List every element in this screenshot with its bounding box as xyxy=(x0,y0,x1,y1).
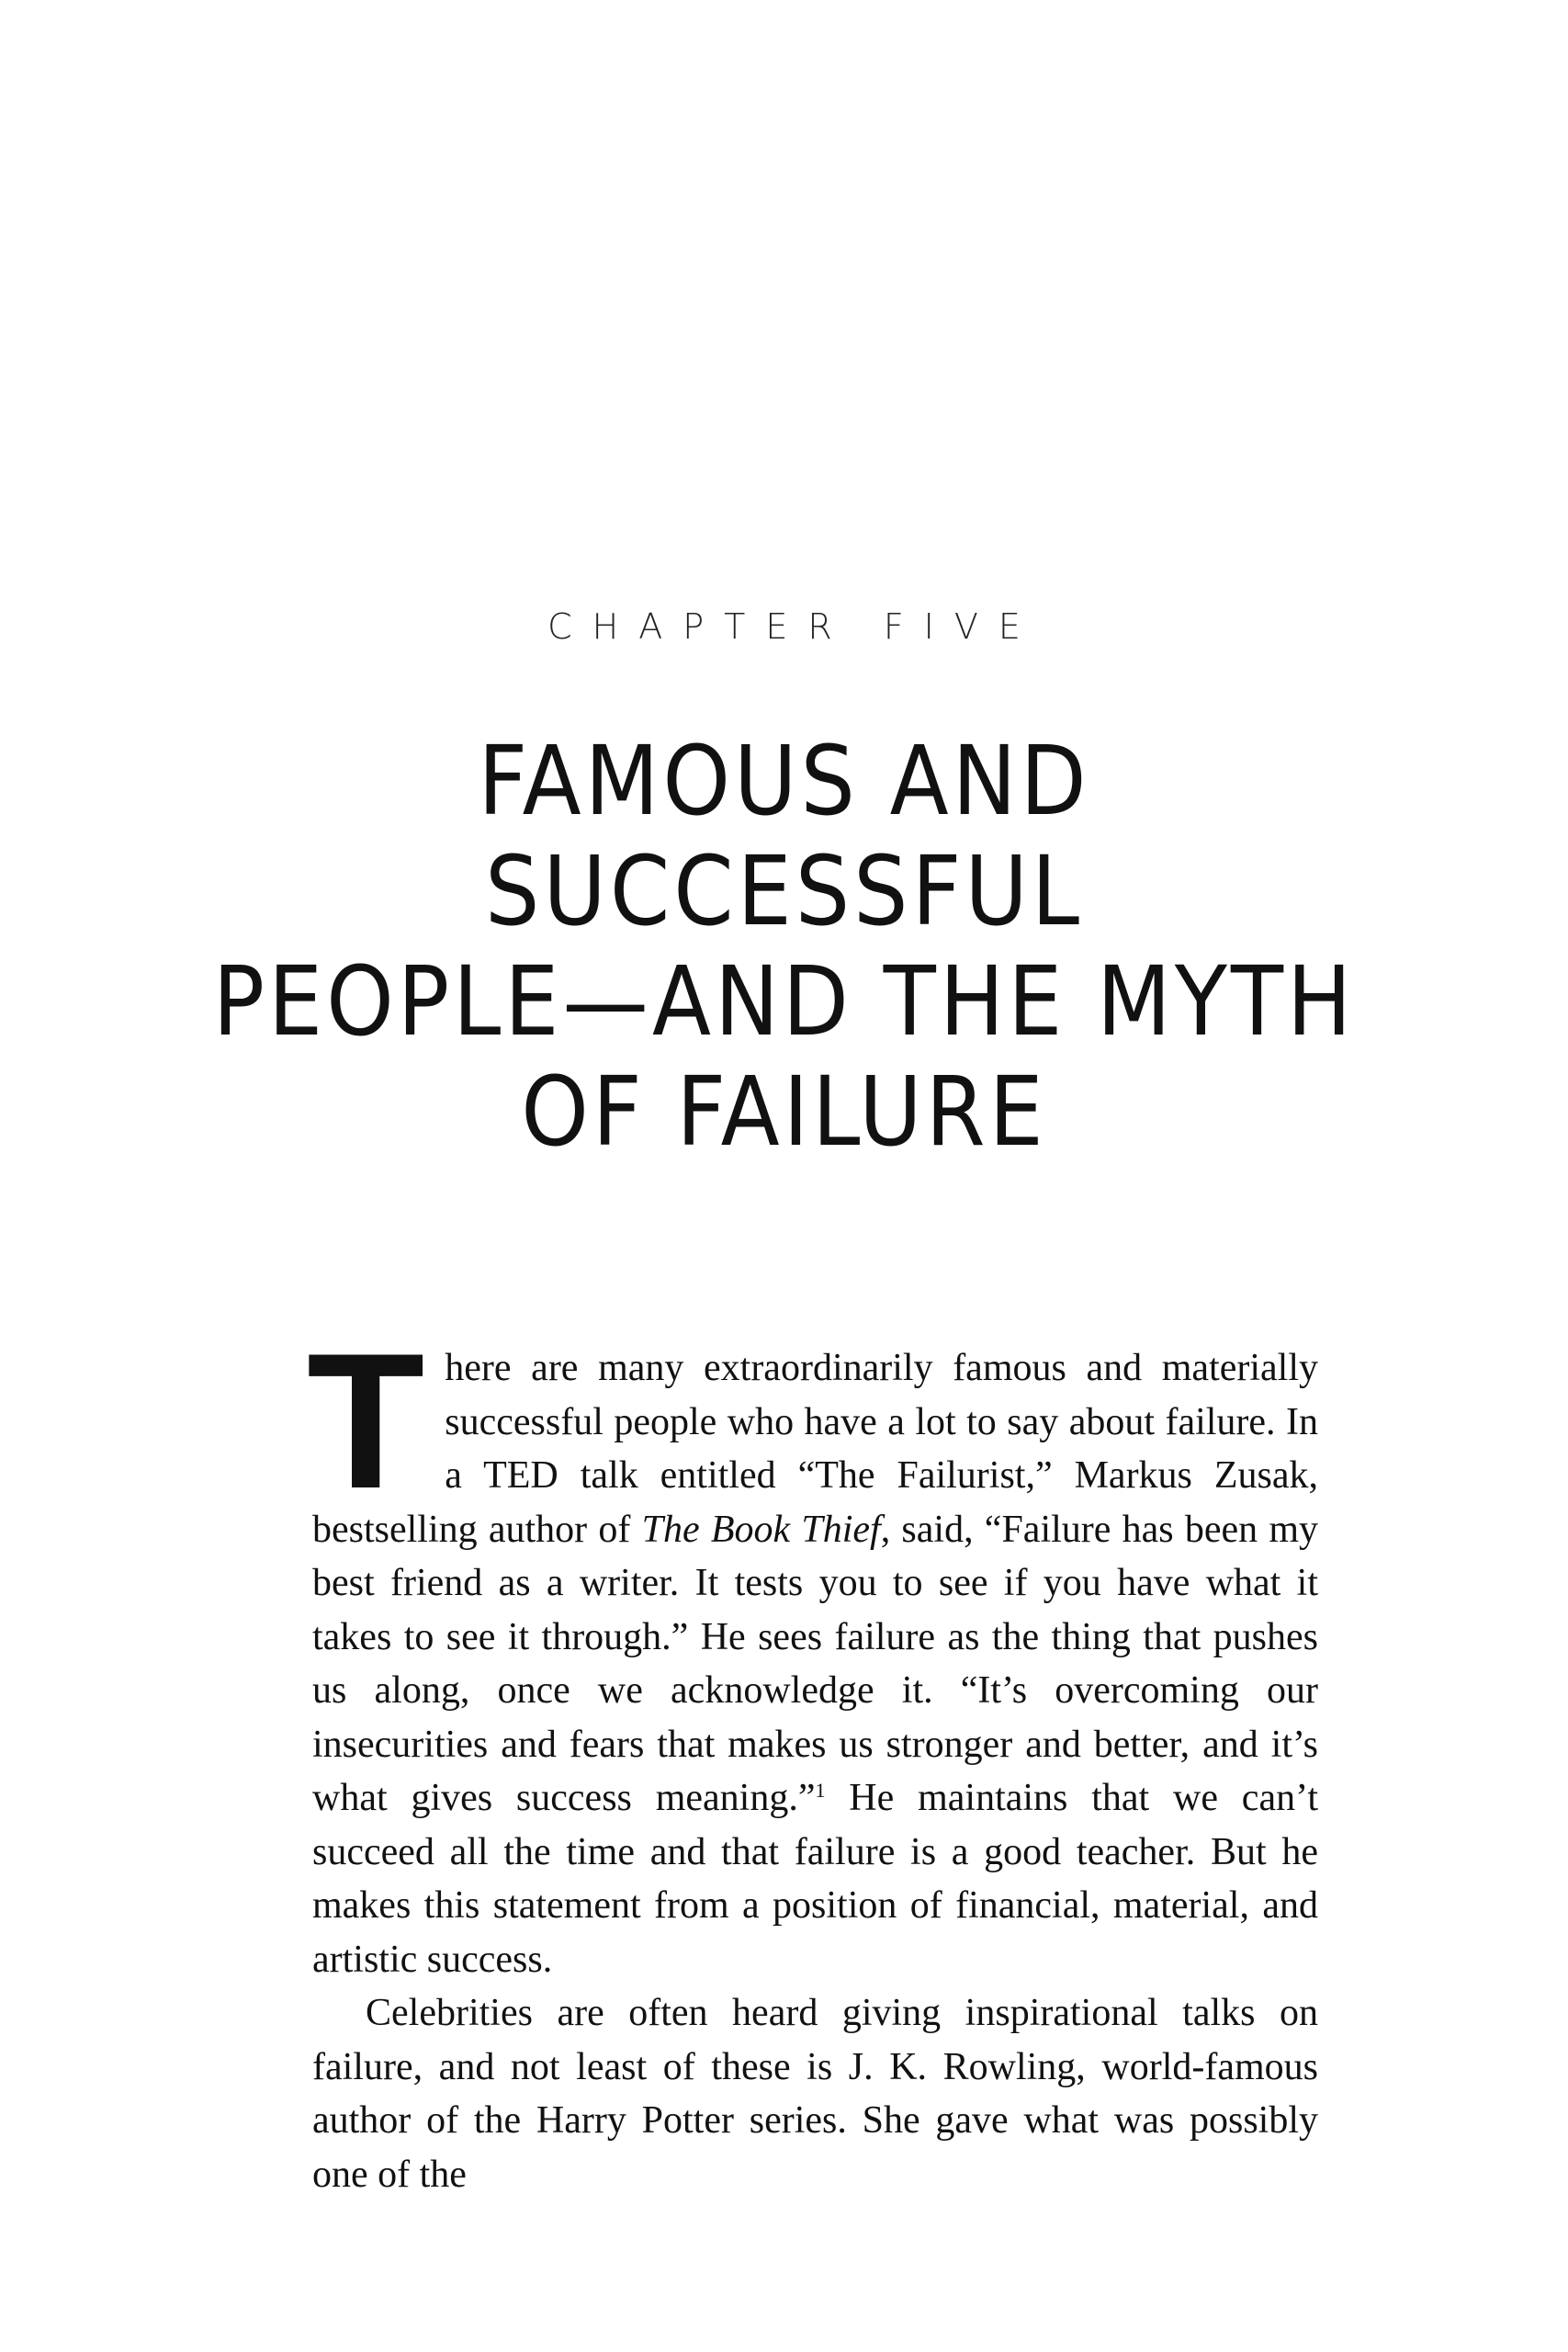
chapter-title-line-2: PEOPLE—AND THE MYTH xyxy=(212,945,1356,1057)
chapter-title-line-3: OF FAILURE xyxy=(521,1056,1047,1168)
book-title: The Book Thief xyxy=(641,1508,881,1551)
body-text xyxy=(307,1313,1319,2201)
chapter-title xyxy=(184,726,1384,1167)
chapter-title-line-1: FAMOUS AND SUCCESSFUL xyxy=(478,725,1090,947)
paragraph-1-text-a: here are many extraordinarily famous and materially successful people who have a lot to say about failure. In a TED talk entitled “The Failurist,” Markus Zusak, bestselling author of xyxy=(312,1347,1318,1551)
paragraph-1 xyxy=(307,1313,1319,1986)
drop-cap: T xyxy=(307,1313,425,1529)
paragraph-1-text-c: He maintains that we can’t succeed all the time and that failure is a good teacher. But he makes this statement from a position of financial, material, and artistic success. xyxy=(312,1777,1318,1981)
paragraph-1-text-b: , said, “Failure has been my best friend as a writer. It tests you to see if you have what it takes to see it through.” He sees failure as the thing that pushes us along, once we acknowledge it. “It’s overcoming our insecurities and fears that makes us stronger and better, and it’s what gives success meaning.” xyxy=(312,1508,1319,1819)
paragraph-2: Celebrities are often heard giving inspirational talks on failure, and not least of these is J. K. Rowling, world-famous author of the Harry Potter series. She gave what was possibly one of the xyxy=(312,1992,1318,2196)
footnote-marker[interactable]: 1 xyxy=(815,1779,826,1802)
chapter-label: CHAPTER FIVE xyxy=(547,606,1041,647)
